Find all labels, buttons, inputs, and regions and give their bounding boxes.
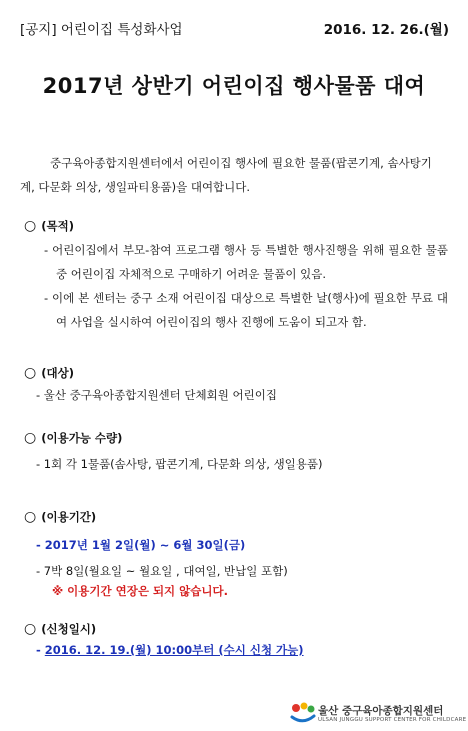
application-date-text: 2016. 12. 19.(월) 10:00부터 (수시 신청 가능) [44, 643, 304, 657]
intro-paragraph: 중구육아종합지원센터에서 어린이집 행사에 필요한 물품(팝콘기계, 솜사탕기계, 다문화 의상, 생일파티용품)을 대여합니다. [20, 156, 432, 194]
quantity-line: - 1회 각 1물품(솜사탕, 팝콘기계, 다문화 의상, 생일용품) [36, 457, 323, 471]
application-line: - 2016. 12. 19.(월) 10:00부터 (수시 신청 가능) [36, 643, 304, 657]
period-dates: - 2017년 1월 2일(월) ~ 6월 30일(금) [36, 538, 246, 552]
section-purpose-heading: ○ (목적) [24, 218, 74, 234]
purpose-item: - 이에 본 센터는 중구 소재 어린이집 대상으로 특별한 날(행사)에 필요한 무료 대여 사업을 실시하여 어린이집의 행사 진행에 도움이 되고자 함. [44, 291, 448, 329]
period-duration: - 7박 8일(월요일 ~ 월요일 , 대여일, 반납일 포함) [36, 564, 288, 578]
purpose-item: - 어린이집에서 부모-참여 프로그램 행사 등 특별한 행사진행을 위해 필요한 물품 중 어린이집 자체적으로 구매하기 어려운 물품이 있음. [44, 243, 448, 281]
period-notice: ※ 이용기간 연장은 되지 않습니다. [52, 584, 228, 598]
center-logo-english: ULSAN JUNGGU SUPPORT CENTER FOR CHILDCARE [318, 717, 467, 723]
target-line: - 울산 중구육아종합지원센터 단체회원 어린이집 [36, 388, 277, 402]
notice-date: 2016. 12. 26.(월) [323, 22, 449, 38]
section-period-heading: ○ (이용기간) [24, 509, 97, 525]
center-logo-icon [290, 701, 316, 727]
circle-bullet-icon: ○ [24, 621, 37, 637]
section-quantity-heading: ○ (이용가능 수량) [24, 430, 123, 446]
circle-bullet-icon: ○ [24, 430, 37, 446]
center-logo-name: 울산 중구육아종합지원센터 [318, 705, 444, 717]
notice-category: [공지] 어린이집 특성화사업 [20, 22, 183, 38]
page-title: 2017년 상반기 어린이집 행사물품 대여 [42, 74, 426, 98]
circle-bullet-icon: ○ [24, 509, 37, 525]
section-application-heading: ○ (신청일시) [24, 621, 97, 637]
circle-bullet-icon: ○ [24, 365, 37, 381]
section-target-heading: ○ (대상) [24, 365, 74, 381]
circle-bullet-icon: ○ [24, 218, 37, 234]
